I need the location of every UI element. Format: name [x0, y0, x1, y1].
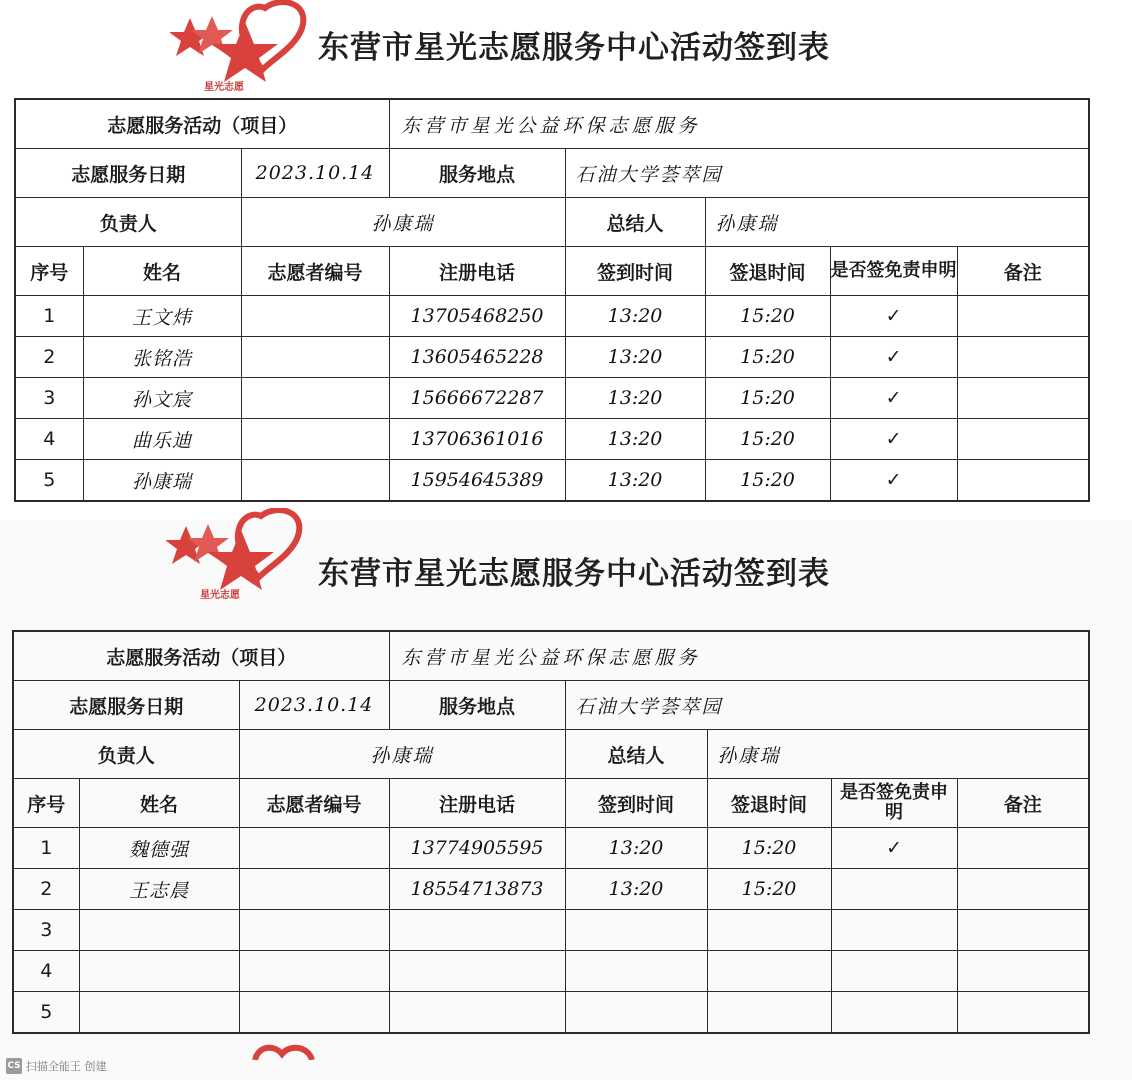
- table-row: [13, 992, 1089, 1034]
- row-volunteer-id: [241, 460, 389, 502]
- row-name: 魏德强: [79, 828, 239, 869]
- row-sign-in: 13:20: [565, 337, 705, 378]
- logo-caption: 星光志愿: [204, 82, 244, 93]
- row-no: 2: [13, 869, 79, 910]
- activity-label: 志愿服务活动（项目）: [15, 99, 389, 149]
- row-sign-in: 13:20: [565, 828, 707, 869]
- row-volunteer-id: [239, 869, 389, 910]
- row-sign-in: 13:20: [565, 460, 705, 502]
- row-note: [957, 828, 1089, 869]
- row-phone: 13774905595: [389, 828, 565, 869]
- row-no: 2: [15, 337, 83, 378]
- activity-value: 东营市星光公益环保志愿服务: [389, 99, 1089, 149]
- summarizer-label: 总结人: [565, 198, 705, 247]
- row-volunteer-id: [241, 296, 389, 337]
- leader-label: 负责人: [15, 198, 241, 247]
- row-note: [957, 337, 1089, 378]
- row-sign-out: 15:20: [707, 869, 831, 910]
- col-header-sign-out: 签退时间: [707, 779, 831, 828]
- sign-in-sheet-1: [0, 0, 1132, 530]
- col-header-no: 序号: [15, 247, 83, 296]
- row-note: [957, 296, 1089, 337]
- row-sign-out: 15:20: [705, 419, 830, 460]
- col-header-no: 序号: [13, 779, 79, 828]
- summarizer-signature: 孙康瑞: [707, 730, 1089, 779]
- row-no: 5: [15, 460, 83, 502]
- row-sign-in: [565, 910, 707, 951]
- row-phone: 13605465228: [389, 337, 565, 378]
- row-phone: [389, 910, 565, 951]
- row-sign-out: 15:20: [707, 828, 831, 869]
- table-row: [15, 419, 1089, 460]
- col-header-note: 备注: [957, 779, 1089, 828]
- row-volunteer-id: [239, 951, 389, 992]
- leader-label: 负责人: [13, 730, 239, 779]
- row-name: 孙文宸: [83, 378, 241, 419]
- row-name: 孙康瑞: [83, 460, 241, 502]
- summarizer-label: 总结人: [565, 730, 707, 779]
- row-volunteer-id: [241, 419, 389, 460]
- date-label: 志愿服务日期: [13, 681, 239, 730]
- col-header-note: 备注: [957, 247, 1089, 296]
- col-header-sign-in: 签到时间: [565, 779, 707, 828]
- attendance-table: [12, 630, 1090, 1034]
- col-header-name: 姓名: [79, 779, 239, 828]
- sheet-title: 东营市星光志愿服务中心活动签到表: [318, 556, 830, 592]
- date-value: 2023.10.14: [239, 681, 389, 730]
- row-phone: [389, 992, 565, 1034]
- check-mark-icon: ✓: [830, 460, 957, 502]
- row-name: 曲乐迪: [83, 419, 241, 460]
- row-note: [957, 460, 1089, 502]
- row-note: [957, 951, 1089, 992]
- row-sign-out: 15:20: [705, 296, 830, 337]
- col-header-phone: 注册电话: [389, 247, 565, 296]
- row-phone: 13706361016: [389, 419, 565, 460]
- table-row: [15, 378, 1089, 419]
- row-no: 1: [15, 296, 83, 337]
- table-row: [15, 296, 1089, 337]
- row-volunteer-id: [239, 992, 389, 1034]
- row-no: 3: [15, 378, 83, 419]
- row-phone: 13705468250: [389, 296, 565, 337]
- col-header-sign-out: 签退时间: [705, 247, 830, 296]
- col-header-phone: 注册电话: [389, 779, 565, 828]
- row-no: 3: [13, 910, 79, 951]
- attendance-table: [14, 98, 1090, 502]
- row-no: 4: [15, 419, 83, 460]
- check-mark-icon: ✓: [830, 419, 957, 460]
- row-no: 5: [13, 992, 79, 1034]
- row-no: 4: [13, 951, 79, 992]
- row-phone: 15666672287: [389, 378, 565, 419]
- date-value: 2023.10.14: [241, 149, 389, 198]
- check-mark-icon: [831, 992, 957, 1034]
- row-phone: [389, 951, 565, 992]
- row-volunteer-id: [239, 910, 389, 951]
- row-note: [957, 378, 1089, 419]
- table-row: [15, 337, 1089, 378]
- check-mark-icon: ✓: [830, 296, 957, 337]
- check-mark-icon: ✓: [830, 378, 957, 419]
- sheet-title: 东营市星光志愿服务中心活动签到表: [318, 30, 830, 66]
- row-sign-in: [565, 951, 707, 992]
- row-volunteer-id: [241, 378, 389, 419]
- location-label: 服务地点: [389, 681, 565, 730]
- row-sign-out: [707, 910, 831, 951]
- table-row: [13, 869, 1089, 910]
- row-volunteer-id: [239, 828, 389, 869]
- row-name: 张铭浩: [83, 337, 241, 378]
- location-label: 服务地点: [389, 149, 565, 198]
- leader-signature: 孙康瑞: [241, 198, 565, 247]
- col-header-sign-in: 签到时间: [565, 247, 705, 296]
- check-mark-icon: [831, 910, 957, 951]
- row-sign-in: 13:20: [565, 869, 707, 910]
- date-label: 志愿服务日期: [15, 149, 241, 198]
- check-mark-icon: ✓: [830, 337, 957, 378]
- logo-caption: 星光志愿: [200, 590, 240, 601]
- activity-value: 东营市星光公益环保志愿服务: [389, 631, 1089, 681]
- check-mark-icon: [831, 951, 957, 992]
- sign-in-sheet-2: [0, 520, 1132, 1080]
- check-mark-icon: ✓: [831, 828, 957, 869]
- row-note: [957, 992, 1089, 1034]
- table-row: [13, 951, 1089, 992]
- row-name: [79, 992, 239, 1034]
- location-value: 石油大学荟萃园: [565, 681, 1089, 730]
- location-value: 石油大学荟萃园: [565, 149, 1089, 198]
- row-note: [957, 869, 1089, 910]
- row-name: 王志晨: [79, 869, 239, 910]
- summarizer-signature: 孙康瑞: [705, 198, 1089, 247]
- row-name: [79, 951, 239, 992]
- row-sign-in: [565, 992, 707, 1034]
- table-row: [13, 910, 1089, 951]
- leader-signature: 孙康瑞: [239, 730, 565, 779]
- col-header-waiver: 是否签免责申明: [831, 779, 957, 828]
- table-row: [13, 828, 1089, 869]
- row-sign-out: 15:20: [705, 460, 830, 502]
- row-sign-out: 15:20: [705, 378, 830, 419]
- col-header-waiver: 是否签免责申明: [830, 247, 957, 296]
- row-sign-out: [707, 992, 831, 1034]
- row-phone: 15954645389: [389, 460, 565, 502]
- row-volunteer-id: [241, 337, 389, 378]
- camscanner-icon: CS: [6, 1058, 22, 1074]
- activity-label: 志愿服务活动（项目）: [13, 631, 389, 681]
- scanner-watermark: [6, 1058, 107, 1074]
- row-sign-in: 13:20: [565, 419, 705, 460]
- col-header-name: 姓名: [83, 247, 241, 296]
- col-header-volunteer-id: 志愿者编号: [239, 779, 389, 828]
- row-phone: 18554713873: [389, 869, 565, 910]
- row-note: [957, 419, 1089, 460]
- col-header-volunteer-id: 志愿者编号: [241, 247, 389, 296]
- row-sign-out: [707, 951, 831, 992]
- star-heart-logo: [170, 0, 320, 95]
- row-no: 1: [13, 828, 79, 869]
- table-row: [15, 460, 1089, 502]
- star-heart-logo: [166, 508, 316, 603]
- row-name: 王文炜: [83, 296, 241, 337]
- row-name: [79, 910, 239, 951]
- watermark-text: 扫描全能王 创建: [26, 1060, 107, 1073]
- row-sign-out: 15:20: [705, 337, 830, 378]
- row-sign-in: 13:20: [565, 378, 705, 419]
- row-note: [957, 910, 1089, 951]
- partial-logo-fragment: [250, 1040, 320, 1064]
- row-sign-in: 13:20: [565, 296, 705, 337]
- check-mark-icon: [831, 869, 957, 910]
